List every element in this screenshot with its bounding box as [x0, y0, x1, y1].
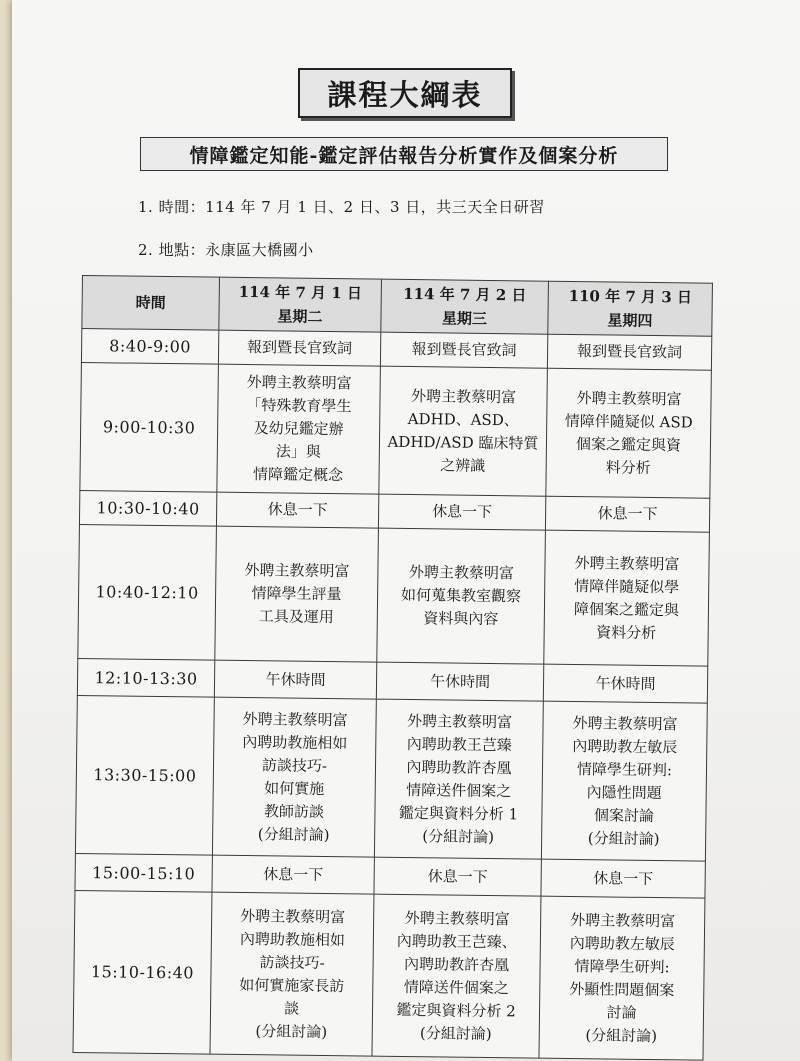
day3-session-cell	[541, 701, 707, 861]
session-line: 外聘主教蔡明富	[410, 386, 517, 406]
day2-session-cell	[377, 528, 546, 664]
time-slot-cell: 9:00-10:30	[80, 362, 219, 492]
info-place: 2. 地點：永康區大橋國小	[138, 241, 314, 259]
session-line: 資料與內容	[423, 609, 499, 629]
day1-session-cell	[216, 492, 378, 528]
session-line: 內聘助教施相如	[242, 732, 348, 752]
session-line: (分組討論)	[587, 828, 660, 848]
session-line: 休息一下	[597, 504, 658, 524]
session-line: 情障鑑定概念	[252, 465, 344, 485]
header-row	[82, 276, 713, 337]
time-slot-cell: 10:40-12:10	[78, 524, 217, 660]
session-line: 內聘助教左敏辰	[569, 933, 675, 953]
table-row	[75, 695, 707, 861]
header-day1	[219, 277, 382, 332]
session-line: 鑑定與資料分析 1	[398, 803, 519, 823]
schedule-table	[72, 275, 712, 1061]
session-line: 料分析	[605, 457, 651, 477]
session-line: 法」與	[275, 442, 321, 461]
session-line: 外聘主教蔡明富	[244, 561, 350, 581]
session-line: 外聘主教蔡明富	[570, 910, 676, 930]
day2-session-cell	[374, 699, 543, 859]
session-line: 談	[283, 999, 300, 1018]
day3-session-cell	[545, 496, 709, 532]
header-day3-weekday: 星期四	[607, 311, 653, 330]
session-line: 休息一下	[432, 502, 493, 522]
session-line: (分組討論)	[257, 824, 330, 844]
day1-session-cell	[217, 364, 381, 494]
session-line: 障個案之鑑定與	[573, 599, 680, 619]
paper-sheet	[12, 0, 800, 1061]
header-day2-weekday: 星期三	[441, 309, 488, 328]
session-line: 午休時間	[265, 669, 326, 689]
session-line: 內隱性問題	[586, 782, 662, 802]
session-line: 之辨識	[440, 455, 486, 475]
session-line: (分組討論)	[255, 1021, 328, 1041]
session-line: 休息一下	[427, 866, 488, 886]
day3-session-cell	[546, 368, 712, 498]
session-line: 個案之鑑定與資	[575, 434, 682, 454]
day2-session-cell	[378, 494, 545, 530]
session-line: 個案討論	[593, 805, 655, 825]
day3-session-cell	[541, 859, 705, 898]
day3-session-cell	[539, 896, 705, 1060]
header-day3	[548, 281, 713, 336]
session-line: (分組討論)	[585, 1025, 658, 1045]
header-day2	[381, 279, 549, 334]
day1-session-cell	[212, 855, 374, 894]
day1-session-cell	[218, 330, 380, 366]
day2-session-cell	[376, 662, 543, 701]
session-line: (分組討論)	[419, 1023, 492, 1043]
session-line: 報到暨長官致詞	[411, 340, 517, 360]
session-line: 情障學生評量	[251, 584, 342, 604]
day2-session-cell	[374, 857, 541, 896]
session-line: 休息一下	[267, 500, 328, 520]
session-line: 如何實施家長訪	[239, 975, 345, 995]
header-day3-date: 110 年 7 月 3 日	[568, 286, 693, 307]
table-row	[80, 362, 712, 498]
time-slot-cell: 13:30-15:00	[75, 695, 214, 855]
session-line: 訪談技巧-	[259, 952, 325, 972]
time-slot-cell: 12:10-13:30	[77, 658, 214, 697]
session-line: 情障學生研判:	[576, 759, 673, 779]
table-row	[73, 890, 705, 1060]
time-slot-cell: 10:30-10:40	[79, 490, 216, 526]
session-line: ADHD、ASD、	[407, 409, 519, 429]
session-line: 內聘助教王芑臻	[406, 734, 512, 754]
session-line: 午休時間	[429, 671, 491, 691]
day1-session-cell	[210, 892, 374, 1056]
session-line: 外聘主教蔡明富	[408, 563, 514, 583]
session-line: 情障伴隨疑似 ASD	[564, 411, 693, 431]
session-line: 內聘助教王芑臻、	[396, 931, 517, 951]
day3-session-cell	[547, 334, 711, 370]
session-line: 如何蒐集教室觀察	[400, 585, 522, 606]
session-line: 午休時間	[595, 673, 656, 693]
document-title: 課程大綱表	[298, 68, 512, 118]
session-line: 外聘主教蔡明富	[404, 908, 510, 928]
header-day2-date: 114 年 7 月 2 日	[403, 284, 527, 305]
schedule-body	[73, 329, 712, 1061]
session-line: 情障伴隨疑似學	[574, 576, 680, 596]
time-slot-cell: 8:40-9:00	[81, 329, 218, 365]
session-line: 討論	[606, 1002, 637, 1022]
session-line: 休息一下	[263, 864, 324, 884]
time-slot-cell: 15:00-15:10	[75, 853, 212, 892]
day2-session-cell	[372, 894, 541, 1058]
session-line: 休息一下	[593, 868, 654, 888]
session-line: 報到暨長官致詞	[576, 342, 683, 362]
session-line: ADHD/ASD 臨床特質	[387, 432, 539, 453]
header-day1-weekday: 星期二	[277, 307, 323, 326]
session-line: 內聘助教許杏凰	[406, 757, 512, 777]
time-slot-cell: 15:10-16:40	[73, 890, 212, 1054]
session-line: 「特殊教育學生	[246, 396, 352, 416]
session-line: 內聘助教許杏凰	[403, 954, 510, 974]
day1-session-cell	[212, 697, 376, 857]
day3-session-cell	[543, 664, 707, 703]
session-line: 內聘助教施相如	[239, 929, 346, 949]
session-line: 外聘主教蔡明富	[574, 553, 680, 573]
day2-session-cell	[380, 332, 547, 368]
session-line: 資料分析	[596, 622, 657, 642]
session-line: 及幼兒鑑定辦	[253, 419, 344, 439]
session-line: 情障送件個案之	[406, 780, 512, 800]
session-line: (分組討論)	[422, 826, 495, 846]
session-line: 訪談技巧-	[261, 755, 328, 775]
info-time: 1. 時間：114 年 7 月 1 日、2 日、3 日，共三天全日研習	[138, 198, 545, 216]
session-line: 情障送件個案之	[403, 977, 509, 997]
session-line: 報到暨長官致詞	[247, 338, 353, 358]
header-time: 時間	[82, 276, 220, 331]
session-line: 情障學生研判:	[574, 956, 670, 976]
session-line: 如何實施	[264, 778, 325, 798]
table-row	[78, 524, 710, 666]
session-line: 外聘主教蔡明富	[240, 906, 346, 926]
session-line: 鑑定與資料分析 2	[396, 1000, 516, 1020]
day1-session-cell	[215, 526, 379, 662]
session-line: 內聘助教左敏辰	[572, 736, 678, 756]
course-subtitle: 情障鑑定知能-鑑定評估報告分析實作及個案分析	[140, 137, 668, 171]
session-line: 外聘主教蔡明富	[576, 388, 682, 408]
day2-session-cell	[379, 366, 548, 496]
session-line: 外顯性問題個案	[569, 979, 675, 999]
day3-session-cell	[544, 530, 710, 666]
session-line: 教師訪談	[263, 801, 325, 821]
session-line: 外聘主教蔡明富	[572, 713, 678, 733]
session-line: 外聘主教蔡明富	[406, 711, 513, 731]
day1-session-cell	[214, 660, 376, 699]
header-day1-date: 114 年 7 月 1 日	[238, 282, 363, 303]
session-line: 外聘主教蔡明富	[246, 373, 352, 393]
session-line: 外聘主教蔡明富	[242, 709, 348, 729]
session-line: 工具及運用	[258, 607, 334, 627]
